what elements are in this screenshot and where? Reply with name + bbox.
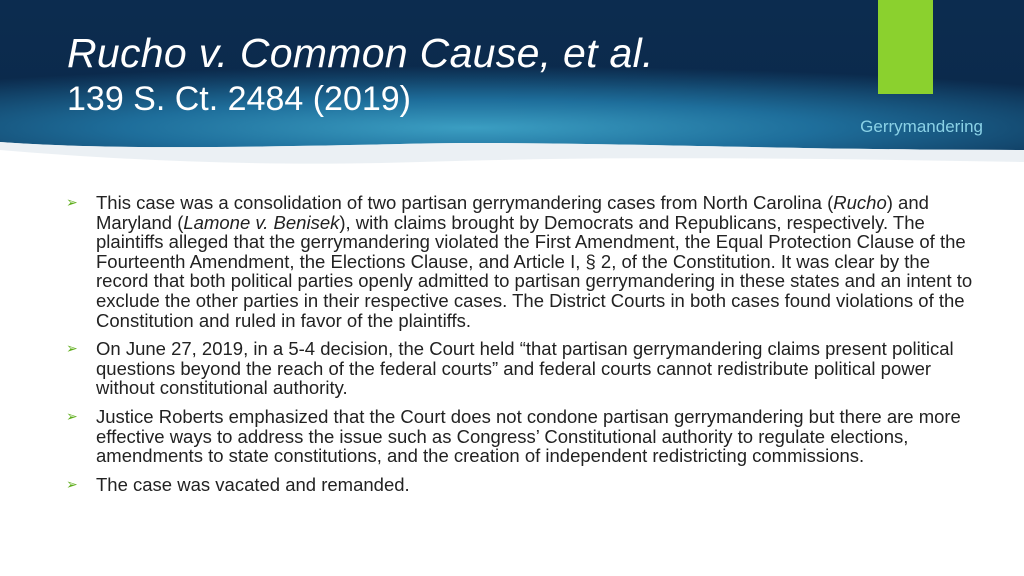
case-name-italic: Rucho: [833, 192, 887, 213]
case-name-italic: Lamone v. Benisek: [183, 211, 340, 233]
bullet-text-segment: On June 27, 2019, in a 5-4 decision, the Court held “that partisan gerrymandering claims present political questions beyond the reach of the federal courts” and federal courts cannot redistribute political power without constitutional authority.: [96, 338, 954, 399]
green-accent-bar: [878, 0, 933, 94]
slide-subtitle-citation: 139 S. Ct. 2484 (2019): [67, 80, 412, 118]
topic-label: Gerrymandering: [860, 117, 983, 136]
bullet-text: [96, 407, 986, 466]
bullet-arrow-icon: ➢: [66, 475, 78, 492]
bullet-text-segment: The case was vacated and remanded.: [96, 473, 410, 495]
bullet-text-segment: ) and Maryland (: [96, 192, 929, 233]
bullet-text: [96, 193, 986, 330]
bullet-text: [96, 475, 986, 495]
bullet-arrow-icon: ➢: [66, 340, 78, 357]
bullet-item: [66, 339, 986, 398]
bullet-arrow-icon: ➢: [66, 407, 78, 424]
bullet-text-segment: This case was a consolidation of two partisan gerrymandering cases from North Carolina (: [96, 192, 834, 213]
bullet-text: [96, 339, 986, 398]
bullet-text-segment: ), with claims brought by Democrats and Republicans, respectively. The plaintiffs alleged that the gerrymandering violated the First Amendment, the Equal Protection Clause of the Fourteenth Amendment, the Elections Clause, and Article I, § 2, of the Constitution. It was clear by the record that both political parties openly admitted to partisan gerrymandering in these states and an intent to exclude the other parties in their respective cases. The District Courts in both cases found violations of the Constitution and ruled in favor of the plaintiffs.: [96, 211, 973, 331]
bullet-item: [66, 193, 986, 330]
bullet-item: [66, 407, 986, 466]
bullet-arrow-icon: ➢: [66, 194, 78, 210]
bullet-list: [66, 193, 986, 503]
slide-title: Rucho v. Common Cause, et al.: [67, 30, 654, 76]
bullet-text-segment: Justice Roberts emphasized that the Court does not condone partisan gerrymandering but there are more effective ways to address the issue such as Congress’ Constitutional authority to regulate elections, amendments to state constitutions, and the creation of independent redistricting commissions.: [96, 405, 961, 467]
bullet-item: [66, 475, 986, 495]
